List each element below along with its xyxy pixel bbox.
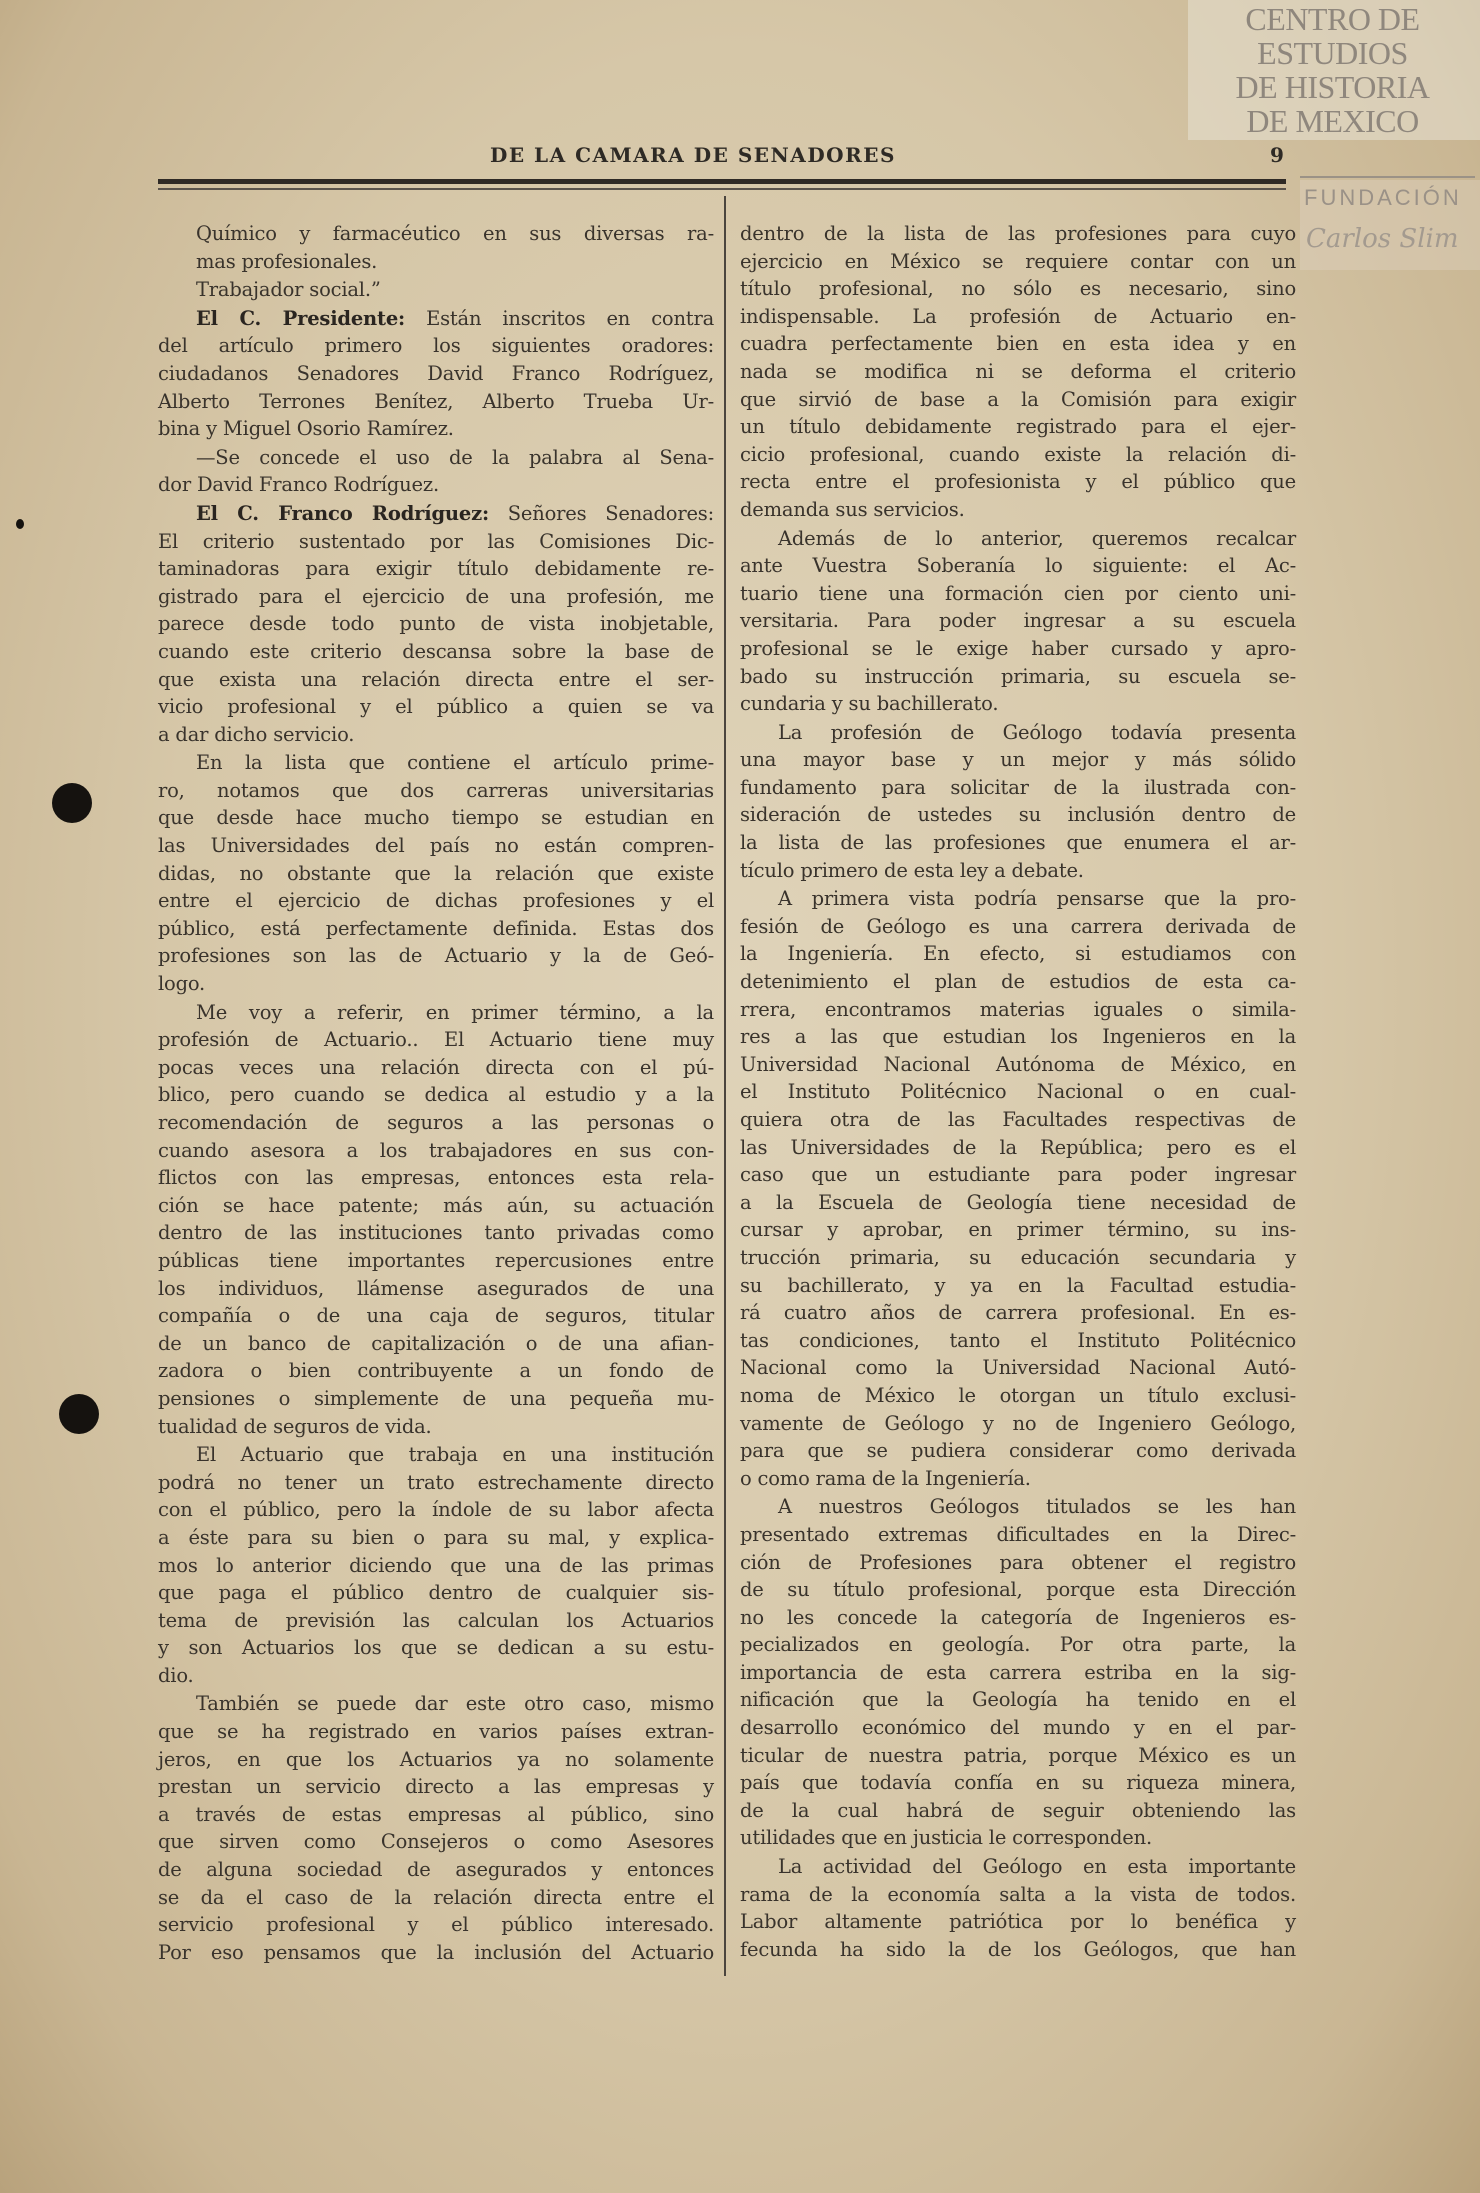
text-line: que sirven como Consejeros o como Asesores <box>158 1830 714 1854</box>
text-line: título profesional, no sólo es necesario, sino <box>740 277 1296 301</box>
text-line: mos lo anterior diciendo que una de las primas <box>158 1553 714 1577</box>
text-line: nada se modifica ni se deforma el criterio <box>740 359 1296 383</box>
paragraph <box>740 885 1296 1492</box>
text-line: Trabajador social.” <box>196 278 381 302</box>
text-line: parece desde todo punto de vista inobjetable, <box>158 612 714 636</box>
text-line: el Instituto Politécnico Nacional o en cual- <box>740 1080 1296 1104</box>
text-line: dio. <box>158 1663 194 1687</box>
text-line: tas condiciones, tanto el Instituto Politécnico <box>740 1328 1296 1352</box>
text-line: que se ha registrado en varios países extran- <box>158 1720 714 1744</box>
text-line: cursar y aprobar, en primer término, su ins- <box>740 1218 1296 1242</box>
text-line: rá cuatro años de carrera profesional. En es- <box>740 1301 1296 1325</box>
text-line: demanda sus servicios. <box>740 497 965 521</box>
text-line: El criterio sustentado por las Comisiones Dic- <box>158 529 714 553</box>
watermark-line: DE HISTORIA <box>1235 69 1430 105</box>
text-line: pecializados en geología. Por otra parte, la <box>740 1633 1296 1657</box>
paragraph <box>158 749 714 997</box>
text-line: las Universidades del país no están compren- <box>158 834 714 858</box>
text-line: la Ingeniería. En efecto, si estudiamos con <box>740 942 1296 966</box>
paragraph <box>158 444 714 499</box>
text-line: zadora o bien contribuyente a un fondo de <box>158 1359 714 1383</box>
text-line: recomendación de seguros a las personas o <box>158 1111 714 1134</box>
text-line: En la lista que contiene el artículo prime- <box>196 751 714 775</box>
text-line: dor David Franco Rodríguez. <box>158 473 439 497</box>
text-line: a través de estas empresas al público, sino <box>158 1802 714 1826</box>
text-line: de la cual habrá de seguir obteniendo las <box>740 1798 1296 1822</box>
text-line: de su título profesional, porque esta Dirección <box>740 1578 1296 1602</box>
text-line: tema de previsión las calculan los Actuarios <box>158 1608 714 1632</box>
text-line: recta entre el profesionista y el público que <box>740 470 1296 494</box>
right-column <box>740 220 1296 1964</box>
text-line: para que se pudiera considerar como derivada <box>740 1439 1296 1463</box>
paragraph <box>740 525 1296 718</box>
speaker-name: El C. Franco Rodríguez: <box>196 501 489 525</box>
text-line: flictos con las empresas, entonces esta rela- <box>158 1166 714 1190</box>
paragraph <box>158 305 714 443</box>
watermark-line: ESTUDIOS <box>1257 35 1408 71</box>
speaker-name: El C. Presidente: <box>196 306 406 330</box>
paragraph <box>740 220 1296 524</box>
paragraph <box>158 999 714 1441</box>
text-line: ro, notamos que dos carreras universitarias <box>158 778 714 802</box>
text-line: utilidades que en justicia le corresponden. <box>740 1826 1152 1850</box>
text-line: compañía o de una caja de seguros, titular <box>158 1304 714 1328</box>
text-line: Me voy a referir, en primer término, a la <box>196 1000 714 1024</box>
text-line: profesiones son las de Actuario y la de Geó- <box>158 944 714 968</box>
text-line: fundamento para solicitar de la ilustrada con- <box>740 775 1296 799</box>
text-line: desarrollo económico del mundo y en el par- <box>740 1716 1296 1740</box>
text-line: ejercicio en México se requiere contar con un <box>740 249 1296 273</box>
page-number: 9 <box>1270 143 1284 167</box>
text-line: ante Vuestra Soberanía lo siguiente: el Ac- <box>740 554 1296 578</box>
text-line: a dar dicho servicio. <box>158 722 355 746</box>
text-line: tuario tiene una formación cien por ciento uni- <box>740 581 1296 605</box>
text-line: nificación que la Geología ha tenido en el <box>740 1688 1296 1712</box>
watermark-line: CENTRO DE <box>1245 1 1420 37</box>
text-line: público, está perfectamente definida. Estas dos <box>158 916 714 940</box>
text-line: Nacional como la Universidad Nacional Autó- <box>740 1356 1296 1380</box>
text-line: sideración de ustedes su inclusión dentro de <box>740 803 1296 827</box>
left-column <box>158 220 714 1967</box>
text-line: que desde hace mucho tiempo se estudian en <box>158 806 714 830</box>
text-line <box>158 500 714 528</box>
text-line: ción de Profesiones para obtener el registro <box>740 1550 1296 1574</box>
text-line: fesión de Geólogo es una carrera derivada de <box>740 914 1296 938</box>
text-line: caso que un estudiante para poder ingresar <box>740 1163 1296 1187</box>
text-line: a éste para su bien o para su mal, y explica- <box>158 1525 714 1549</box>
text-line: pocas veces una relación directa con el pú- <box>158 1055 714 1079</box>
text-line: con el público, pero la índole de su labor afecta <box>158 1498 714 1522</box>
text-line: Universidad Nacional Autónoma de México, en <box>740 1052 1296 1076</box>
text-line: entre el ejercicio de dichas profesiones y el <box>158 889 714 913</box>
text-line: pensiones o simplemente de una pequeña mu- <box>158 1386 714 1410</box>
text-line: públicas tiene importantes repercusiones entre <box>158 1248 714 1272</box>
text-line: tículo primero de esta ley a debate. <box>740 858 1084 882</box>
header-rule-thin <box>158 188 1286 190</box>
text-line: quiera otra de las Facultades respectivas de <box>740 1108 1296 1131</box>
text-line: su bachillerato, y ya en la Facultad estudia- <box>740 1273 1296 1297</box>
text-line: logo. <box>158 972 206 996</box>
text-line: y son Actuarios los que se dedican a su estu- <box>158 1636 714 1660</box>
text-line-content: Están inscritos en contra <box>405 306 714 330</box>
text-line: blico, pero cuando se dedica al estudio y a la <box>158 1083 714 1107</box>
text-line: una mayor base y un mejor y más sólido <box>740 748 1296 772</box>
text-line: ticular de nuestra patria, porque México es un <box>740 1743 1296 1767</box>
paragraph <box>158 1441 714 1689</box>
text-line: Por eso pensamos que la inclusión del Actuario <box>158 1940 714 1964</box>
text-line: dentro de la lista de las profesiones para cuyo <box>740 222 1296 245</box>
text-line: versitaria. Para poder ingresar a su escuela <box>740 609 1296 633</box>
text-line: detenimiento el plan de estudios de esta ca- <box>740 970 1296 994</box>
text-line: El Actuario que trabaja en una institución <box>196 1443 714 1467</box>
running-title: DE LA CAMARA DE SENADORES <box>490 143 896 167</box>
punch-hole <box>52 783 92 823</box>
text-line: presentado extremas dificultades en la Direc- <box>740 1522 1296 1546</box>
text-line: cundaria y su bachillerato. <box>740 692 999 716</box>
text-line: Además de lo anterior, queremos recalcar <box>778 526 1296 550</box>
text-line: bina y Miguel Osorio Ramírez. <box>158 417 454 441</box>
text-line: A primera vista podría pensarse que la pro- <box>778 887 1296 911</box>
text-line: cicio profesional, cuando existe la relación di- <box>740 442 1296 466</box>
text-line: indispensable. La profesión de Actuario en- <box>740 304 1296 328</box>
text-line-content: Señores Senadores: <box>488 501 714 525</box>
text-line: las Universidades de la República; pero es el <box>740 1135 1296 1159</box>
text-line: tualidad de seguros de vida. <box>158 1414 432 1438</box>
page-speck <box>16 519 24 529</box>
text-line: cuando asesora a los trabajadores en sus con- <box>158 1138 714 1162</box>
text-line: o como rama de la Ingeniería. <box>740 1466 1031 1490</box>
text-line: que sirvió de base a la Comisión para exigir <box>740 387 1296 411</box>
text-line: Labor altamente patriótica por lo benéfica y <box>740 1910 1296 1934</box>
text-line: profesión de Actuario.. El Actuario tiene muy <box>158 1028 714 1052</box>
column-divider <box>724 196 726 1976</box>
text-line: rrera, encontramos materias iguales o simila- <box>740 997 1296 1021</box>
text-line: vicio profesional y el público a quien se va <box>158 695 714 719</box>
text-line: bado su instrucción primaria, su escuela se- <box>740 664 1296 688</box>
text-line: vamente de Geólogo y no de Ingeniero Geólogo, <box>740 1411 1296 1435</box>
text-line: A nuestros Geólogos titulados se les han <box>778 1495 1296 1519</box>
text-line: no les concede la categoría de Ingenieros es- <box>740 1605 1296 1629</box>
text-line: cuadra perfectamente bien en esta idea y en <box>740 332 1296 356</box>
text-line: profesional se le exige haber cursado y apro- <box>740 636 1296 660</box>
text-line: de un banco de capitalización o de una afian- <box>158 1331 714 1355</box>
text-line: noma de México le otorgan un título exclusi- <box>740 1383 1296 1407</box>
header-rule-thick <box>158 179 1286 184</box>
text-line: La profesión de Geólogo todavía presenta <box>778 720 1296 744</box>
text-line: podrá no tener un trato estrechamente directo <box>158 1470 714 1494</box>
text-line: —Se concede el uso de la palabra al Sena- <box>196 445 714 469</box>
text-line: la lista de las profesiones que enumera el ar- <box>740 831 1296 855</box>
text-line: rama de la economía salta a la vista de todos. <box>740 1882 1296 1906</box>
paragraph <box>740 1853 1296 1963</box>
text-line: de alguna sociedad de asegurados y entonces <box>158 1858 714 1882</box>
watermark-signature: Carlos Slim <box>1306 224 1459 254</box>
punch-hole <box>59 1394 99 1434</box>
text-line: didas, no obstante que la relación que existe <box>158 861 714 885</box>
paragraph <box>740 719 1296 885</box>
watermark-line: DE MEXICO <box>1246 103 1419 139</box>
text-line: país que todavía confía en su riqueza minera, <box>740 1771 1296 1795</box>
paragraph <box>158 276 714 304</box>
text-line: se da el caso de la relación directa entre el <box>158 1885 714 1909</box>
paragraph <box>740 1493 1296 1852</box>
text-line: cuando este criterio descansa sobre la base de <box>158 639 714 663</box>
text-line: Alberto Terrones Benítez, Alberto Trueba Ur- <box>158 389 714 413</box>
text-line: gistrado para el ejercicio de una profesión, me <box>158 584 714 608</box>
text-line: ciudadanos Senadores David Franco Rodríguez, <box>158 361 714 385</box>
text-line: que paga el público dentro de cualquier sis- <box>158 1581 714 1605</box>
text-line <box>158 305 714 333</box>
text-line: La actividad del Geólogo en esta importante <box>778 1855 1296 1879</box>
paragraph <box>158 220 714 275</box>
text-line: que exista una relación directa entre el ser- <box>158 667 714 691</box>
text-line: res a las que estudian los Ingenieros en la <box>740 1025 1296 1049</box>
text-line: ción se hace patente; más aún, su actuación <box>158 1193 714 1217</box>
text-line: fecunda ha sido la de los Geólogos, que han <box>740 1937 1296 1961</box>
text-line: taminadoras para exigir título debidamente re- <box>158 557 714 581</box>
text-line: a la Escuela de Geología tiene necesidad de <box>740 1190 1296 1214</box>
text-line: mas profesionales. <box>196 249 378 273</box>
text-line: trucción primaria, su educación secundaria y <box>740 1245 1296 1269</box>
text-line: importancia de esta carrera estriba en la sig- <box>740 1660 1296 1684</box>
text-line: prestan un servicio directo a las empresas y <box>158 1775 714 1799</box>
watermark-divider <box>1300 176 1475 178</box>
text-line: Químico y farmacéutico en sus diversas ra- <box>196 222 714 245</box>
text-line: jeros, en que los Actuarios ya no solamente <box>158 1747 714 1771</box>
text-line: los individuos, llámense asegurados de una <box>158 1276 714 1300</box>
paragraph <box>158 500 714 748</box>
text-line: dentro de las instituciones tanto privadas como <box>158 1221 714 1245</box>
text-line: servicio profesional y el público interesado. <box>158 1913 714 1937</box>
watermark-foundation: FUNDACIÓN <box>1304 185 1462 210</box>
text-line: un título debidamente registrado para el ejer- <box>740 415 1296 439</box>
text-line: del artículo primero los siguientes oradores: <box>158 334 714 358</box>
paragraph <box>158 1690 714 1966</box>
text-line: También se puede dar este otro caso, mismo <box>196 1692 714 1716</box>
